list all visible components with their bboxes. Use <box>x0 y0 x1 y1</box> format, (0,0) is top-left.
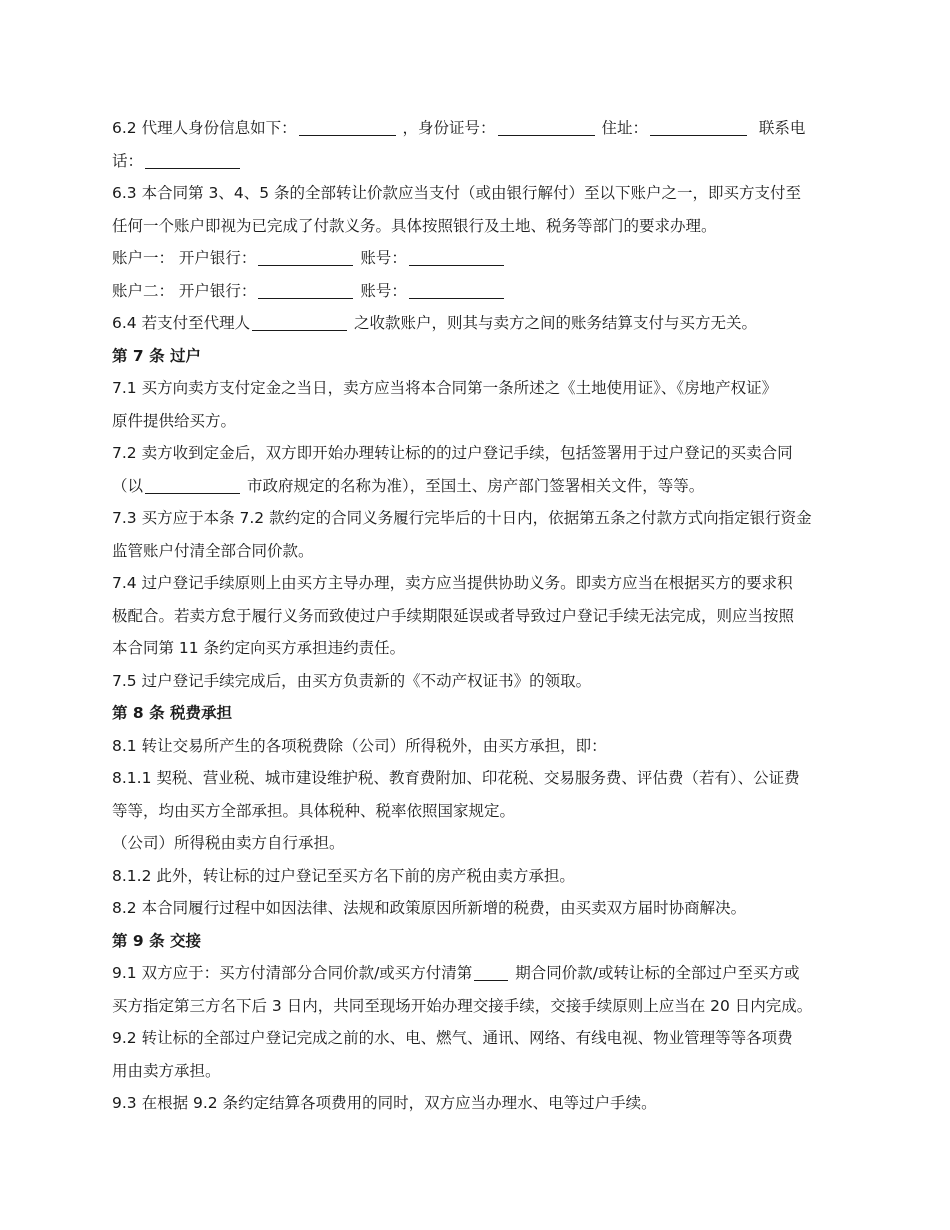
clause-8-1-1-line-2 <box>112 795 840 828</box>
clause-text: 9.2 转让标的全部过户登记完成之前的水、电、燃气、通讯、网络、有线电视、物业管理等等各项费 <box>112 1029 793 1047</box>
clause-text: 原件提供给买方。 <box>112 411 237 430</box>
clause-text: 期合同价款/或转让标的全部过户至买方或 <box>515 964 800 982</box>
clause-text: 用由卖方承担。 <box>112 1061 221 1080</box>
agent-address-blank[interactable] <box>650 119 747 136</box>
clause-7-1-line-1 <box>112 372 840 405</box>
clause-text: 7.3 买方应于本条 7.2 款约定的合同义务履行完毕后的十日内，依据第五条之付款方式向指定银行资金 <box>112 509 812 527</box>
clause-text: 8.1.1 契税、营业税、城市建设维护税、教育费附加、印花税、交易服务费、评估费（若有）、公证费 <box>112 769 800 787</box>
clause-text: 7.5 过户登记手续完成后，由买方负责新的《不动产权证书》的领取。 <box>112 671 592 690</box>
clause-6-4-line <box>112 307 840 340</box>
clause-text: （以 <box>112 476 144 495</box>
clause-text: 任何一个账户即视为已完成了付款义务。具体按照银行及土地、税务等部门的要求办理。 <box>112 216 717 235</box>
account-2-bank-blank[interactable] <box>258 282 353 299</box>
clause-text: 6.3 本合同第 3、4、5 条的全部转让价款应当支付（或由银行解付）至以下账户之一，即买方支付至 <box>112 184 802 202</box>
account-1-bank-blank[interactable] <box>258 249 353 266</box>
clause-text: 8.1.2 此外，转让标的过户登记至买方名下前的房产税由卖方承担。 <box>112 866 575 885</box>
contract-name-blank[interactable] <box>145 477 240 494</box>
clause-text: 话： <box>112 151 144 170</box>
agent-phone-blank[interactable] <box>145 152 240 169</box>
clause-text: 9.3 在根据 9.2 条约定结算各项费用的同时，双方应当办理水、电等过户手续。 <box>112 1094 657 1112</box>
clause-text: 6.2 代理人身份信息如下： <box>112 119 297 137</box>
clause-text: 市政府规定的名称为准），至国土、房产部门签署相关文件，等等。 <box>246 476 705 495</box>
clause-text: 账户一： 开户银行： <box>112 249 257 267</box>
clause-9-3-line <box>112 1087 840 1120</box>
account-1-line <box>112 242 840 275</box>
clause-text: 8.2 本合同履行过程中如因法律、法规和政策原因所新增的税费，由买卖双方届时协商解决。 <box>112 899 747 917</box>
clause-7-3-line-2 <box>112 535 840 568</box>
clause-7-2-line-1 <box>112 437 840 470</box>
clause-6-3-line-2 <box>112 210 840 243</box>
clause-6-2-line-2 <box>112 145 840 178</box>
clause-text: 账号： <box>360 249 407 267</box>
article-9-heading: 第 9 条 交接 <box>112 931 201 950</box>
clause-7-1-line-2 <box>112 405 840 438</box>
clause-text: 住址： <box>601 119 648 137</box>
clause-7-2-line-2 <box>112 470 840 503</box>
article-8-heading: 第 8 条 税费承担 <box>112 704 232 722</box>
article-7-heading: 第 7 条 过户 <box>112 346 201 365</box>
account-1-number-blank[interactable] <box>409 249 504 266</box>
clause-text: 6.4 若支付至代理人 <box>112 314 251 332</box>
clause-6-3-line-1 <box>112 177 840 210</box>
clause-9-1-line-1 <box>112 957 840 990</box>
agent-account-blank[interactable] <box>252 314 347 331</box>
agent-id-blank[interactable] <box>498 119 595 136</box>
contract-page <box>112 112 840 1120</box>
clause-7-4-line-3 <box>112 632 840 665</box>
clause-6-2-line-1 <box>112 112 840 145</box>
clause-7-5-line <box>112 665 840 698</box>
clause-text: ，身份证号： <box>402 119 496 137</box>
clause-8-1-1-line-3 <box>112 827 840 860</box>
account-2-line <box>112 275 840 308</box>
agent-name-blank[interactable] <box>299 119 396 136</box>
installment-number-blank[interactable] <box>474 964 508 981</box>
clause-text: 账户二： 开户银行： <box>112 281 257 300</box>
clause-text: 等等，均由买方全部承担。具体税种、税率依照国家规定。 <box>112 801 516 820</box>
clause-7-4-line-1 <box>112 567 840 600</box>
clause-8-2-line <box>112 892 840 925</box>
clause-text: 7.2 卖方收到定金后，双方即开始办理转让标的的过户登记手续，包括签署用于过户登记的买卖合同 <box>112 444 793 462</box>
clause-9-2-line-1 <box>112 1022 840 1055</box>
clause-7-3-line-1 <box>112 502 840 535</box>
clause-8-1-2-line <box>112 860 840 893</box>
clause-9-1-line-2 <box>112 990 840 1023</box>
clause-text: 极配合。若卖方怠于履行义务而致使过户手续期限延误或者导致过户登记手续无法完成，则应当按照 <box>112 606 795 625</box>
clause-8-1-1-line-1 <box>112 762 840 795</box>
clause-7-4-line-2 <box>112 600 840 633</box>
clause-8-1-line <box>112 730 840 763</box>
clause-text: 买方指定第三方名下后 3 日内，共同至现场开始办理交接手续，交接手续原则上应当在 20 日内完成。 <box>112 996 813 1015</box>
clause-text: 8.1 转让交易所产生的各项税费除（公司）所得税外，由买方承担，即： <box>112 736 607 755</box>
clause-text: 之收款账户，则其与卖方之间的账务结算支付与买方无关。 <box>354 314 758 332</box>
clause-text: 本合同第 11 条约定向买方承担违约责任。 <box>112 639 406 657</box>
clause-9-2-line-2 <box>112 1055 840 1088</box>
account-2-number-blank[interactable] <box>409 282 504 299</box>
clause-text: 9.1 双方应于：买方付清部分合同价款/或买方付清第 <box>112 964 473 982</box>
clause-text: 联系电 <box>758 119 806 137</box>
clause-text: 账号： <box>360 281 407 300</box>
clause-text: 监管账户付清全部合同价款。 <box>112 541 314 560</box>
clause-text: （公司）所得税由卖方自行承担。 <box>112 834 345 852</box>
clause-text: 7.4 过户登记手续原则上由买方主导办理，卖方应当提供协助义务。即卖方应当在根据买方的要求积 <box>112 574 793 592</box>
clause-text: 7.1 买方向卖方支付定金之当日，卖方应当将本合同第一条所述之《土地使用证》、《房地产权证》 <box>112 379 778 397</box>
